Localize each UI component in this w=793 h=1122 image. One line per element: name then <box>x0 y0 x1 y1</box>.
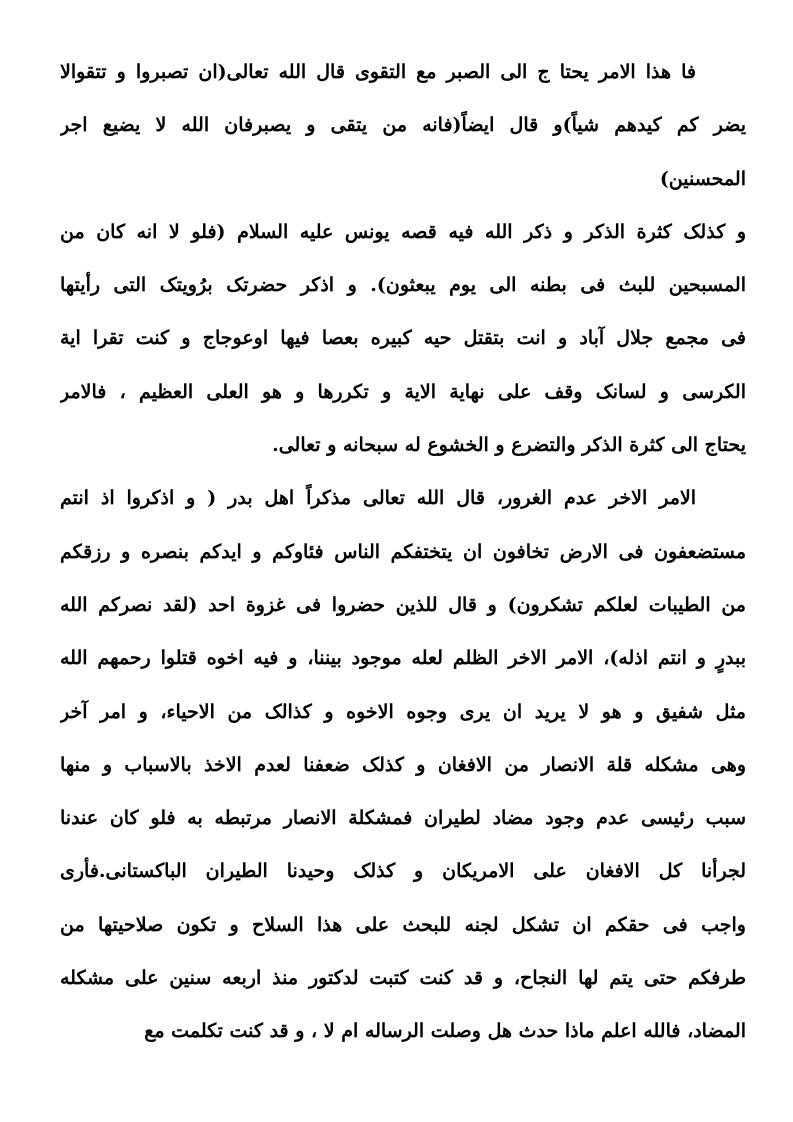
text-line: طرفكم حتى يتم لها النجاح، و قد كنت كتبت لدكتور منذ اربعه سنين على مشكله <box>60 967 746 990</box>
text-line: سبب رئيسى عدم وجود مضاد لطيران فمشكلة الانصار مرتبطه به فلو كان عندنا <box>60 807 746 830</box>
text-line: المسبحين للبث فى بطنه الى يوم يبعثون). و اذكر حضرتک برُويتک التى رأيتها <box>60 274 746 297</box>
text-line: و كذلک كثرة الذكر و ذكر الله فيه قصه يونس عليه السلام (فلو لا انه كان من <box>60 220 746 243</box>
text-line: يحتاج الى كثرة الذكر والتضرع و الخشوع له سبحانه و تعالى. <box>272 434 746 457</box>
text-line: لجرأنا كل الافغان على الامريكان و كذلک وحيدنا الطيران الباكستانى.فأرى <box>60 860 746 883</box>
text-line: فا هذا الامر يحتا ج الى الصبر مع التقوى قال الله تعالى(ان تصبروا و تتقوالا <box>60 61 696 83</box>
text-line: مثل شفيق و هو لا يريد ان يرى وجوه الاخوه و كذالک من الاحياء، و امر آخر <box>60 700 746 723</box>
text-line: فى مجمع جلال آباد و انت بتقتل حيه كبيره بعصا فيها اوعوجاج و كنت تقرا اية <box>60 327 746 350</box>
text-line: مستضعفون فى الارض تخافون ان يتختفكم الناس فئاوكم و ايدكم بنصره و رزقكم <box>60 540 746 563</box>
body-text <box>60 46 746 1059</box>
text-line: وهى مشكله قلة الانصار من الافغان و كذلک ضعفنا لعدم الاخذ بالاسباب و منها <box>60 753 746 776</box>
text-line: المحسنين) <box>659 167 746 190</box>
text-line: ببدرٍ و انتم اذله)، الامر الاخر الظلم لعله موجود بيننا، و فيه اخوه قتلوا رحمهم الله <box>60 647 746 670</box>
text-line: الكرسى و لسانک وقف على نهاية الاية و تكررها و هو العلى العظيم ، فالامر <box>60 380 746 403</box>
text-line: الامر الاخر عدم الغرور، قال الله تعالى مذكراً اهل بدر ( و اذكروا اذ انتم <box>60 487 696 510</box>
text-line: يضر كم كيدهم شياً)و قال ايضاً(فانه من يتقى و يصبرفان الله لا يضيع اجر <box>60 114 746 137</box>
text-line: المضاد، فالله اعلم ماذا حدث هل وصلت الرساله ام لا ، و قد كنت تكلمت مع <box>144 1020 746 1043</box>
text-line: من الطيبات لعلكم تشكرون) و قال للذين حضروا فى غزوة احد (لقد نصركم الله <box>60 593 746 616</box>
text-line: واجب فى حقكم ان تشكل لجنه للبحث على هذا السلاح و تكون صلاحيتها من <box>60 913 746 936</box>
